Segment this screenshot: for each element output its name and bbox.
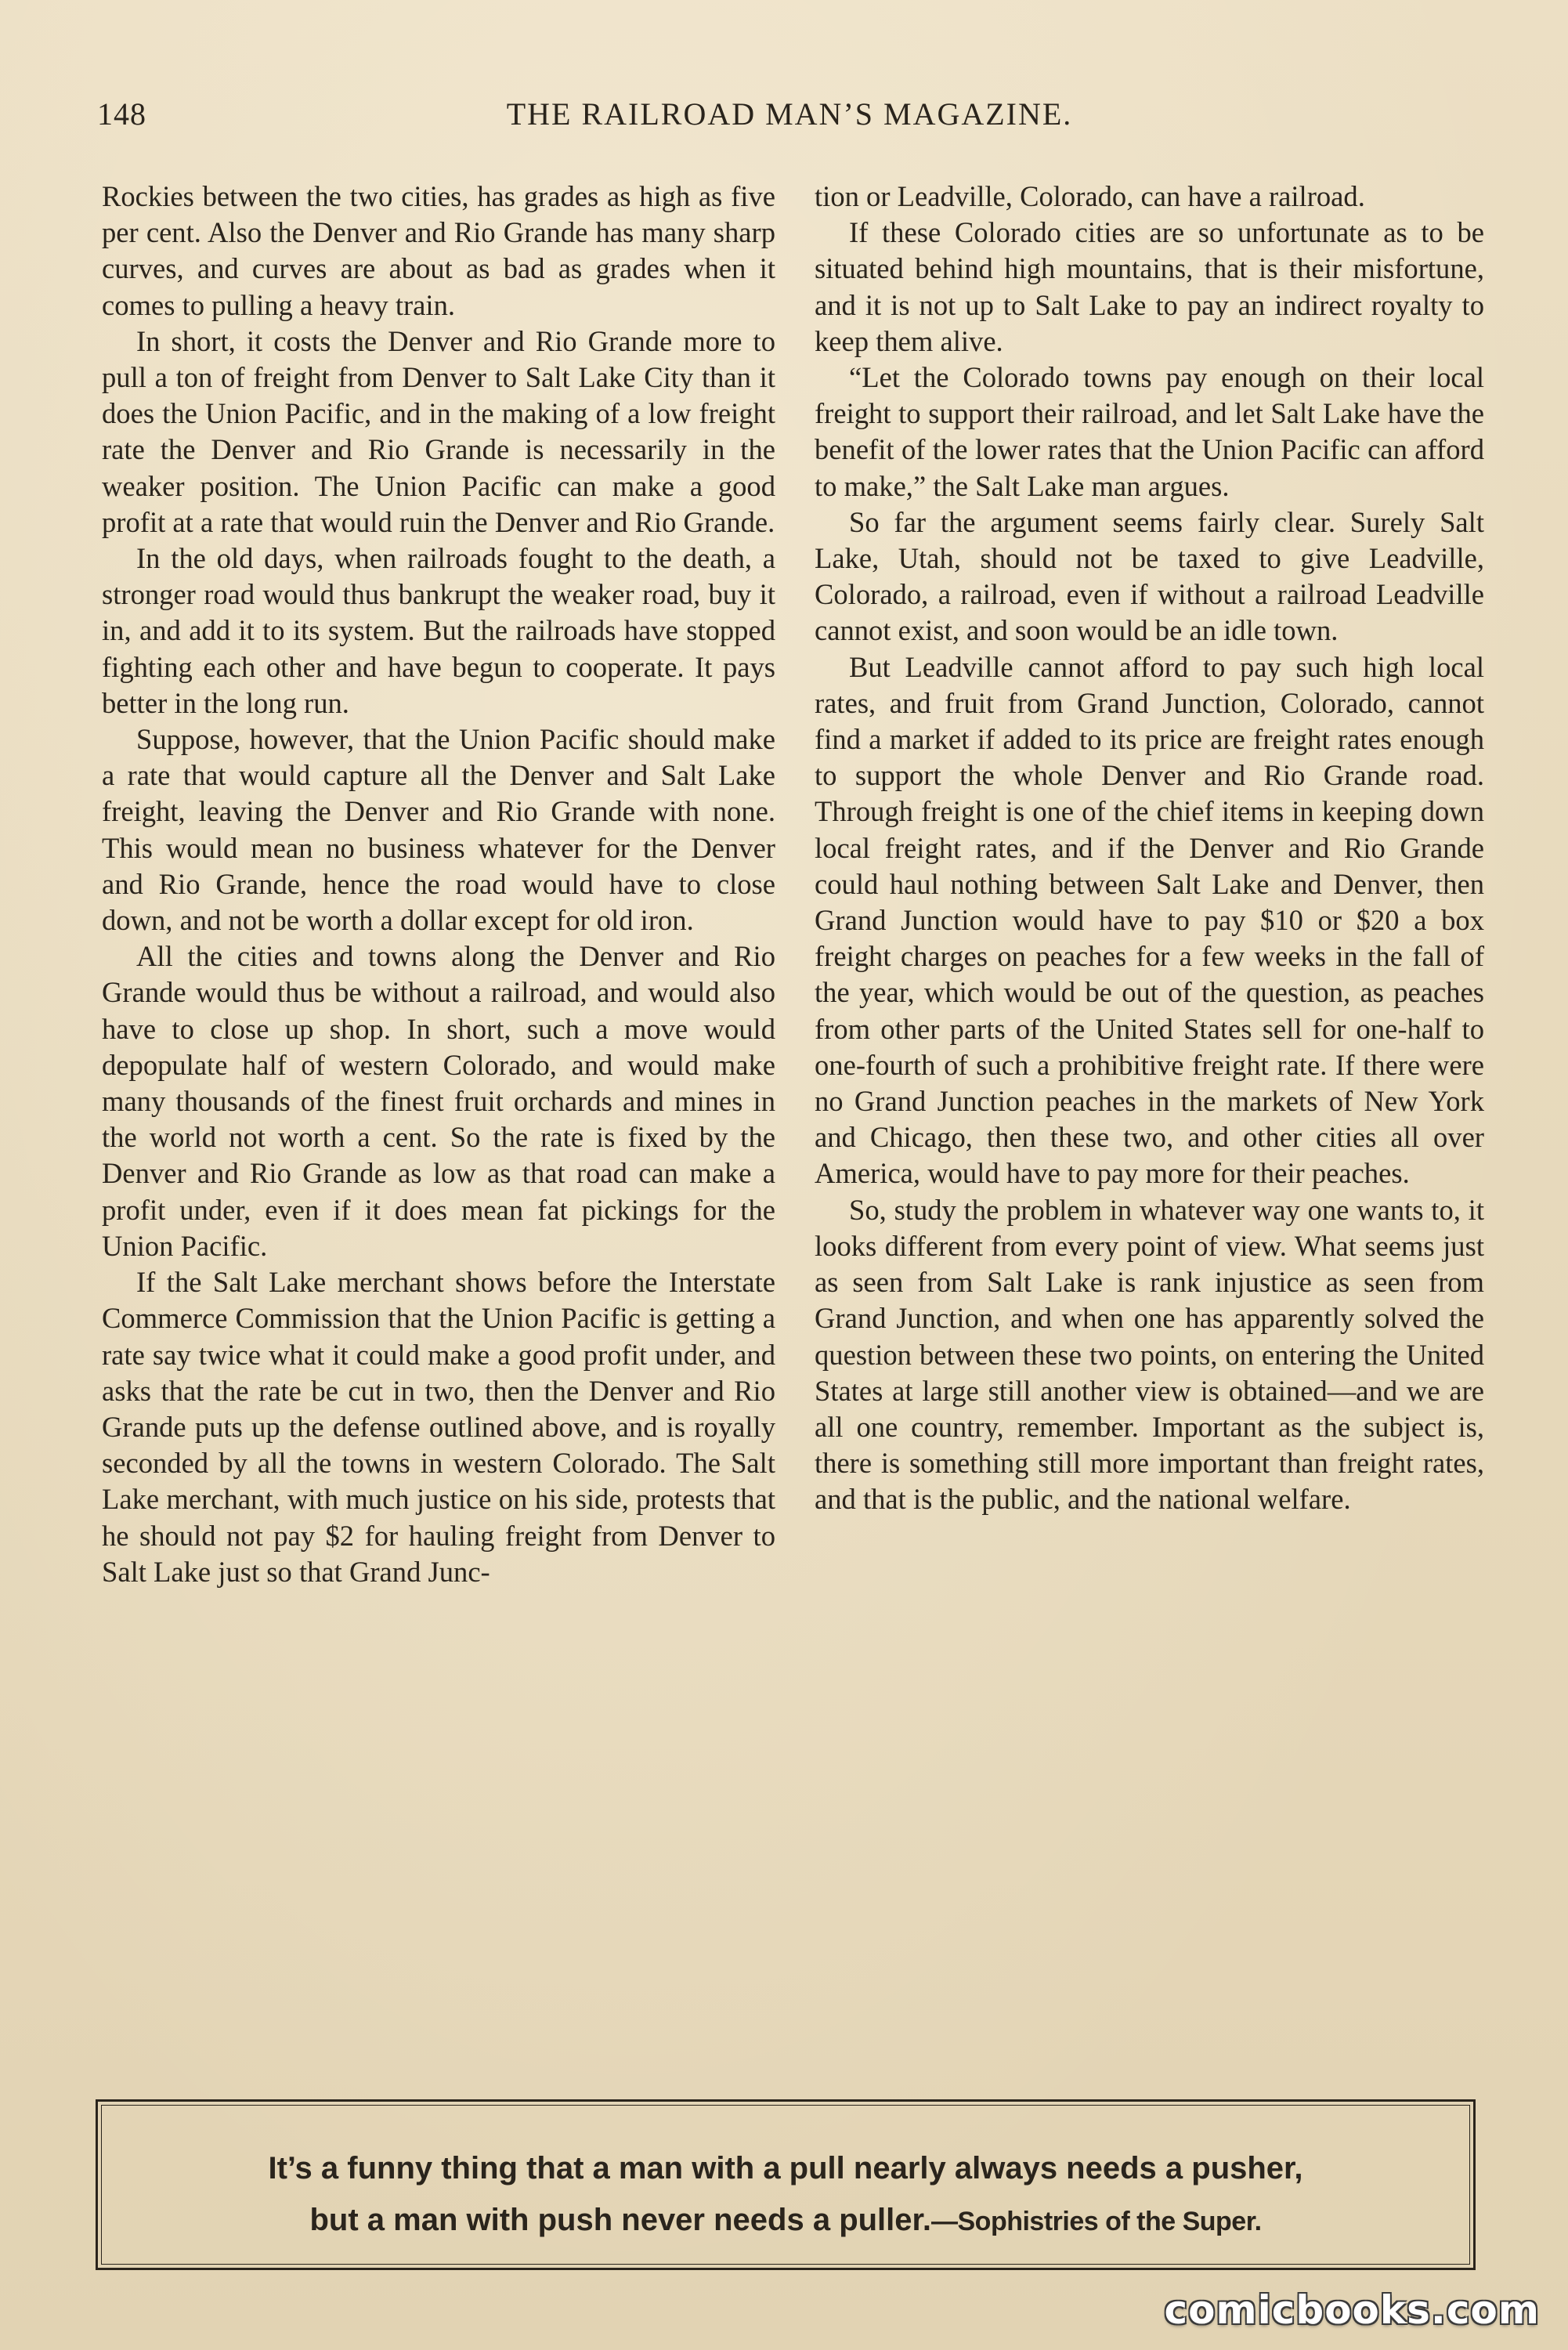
paragraph: But Leadville cannot afford to pay such high local rates, and fruit from Grand Junction, Colorado, cannot find a market if added to its price are freight rates enough to support the whole Denver and Rio Grande road. Through freight is one of the chief items in keeping down local freight rates, and if the Denver and Rio Grande could haul nothing between Salt Lake and Denver, then Grand Junction would have to pay $10 or $20 a box freight charges on peaches for a few weeks in the fall of the year, which would be out of the question, as peaches from other parts of the United States sell for one-half to one-fourth of such a prohibitive freight rate. If there were no Grand Junction peaches in the markets of New York and Chicago, then these two, and other cities all over America, would have to pay more for their peaches. [815,650,1484,1190]
right-column [815,179,1484,1518]
quote-box [96,2099,1476,2270]
watermark-logo: comicbooks.com [1164,2287,1540,2333]
page-header [97,96,1482,143]
quote-text [98,2142,1473,2247]
quote-line-1: It’s a funny thing that a man with a pull nearly always needs a pusher, [268,2151,1303,2186]
paragraph: Rockies between the two cities, has grades as high as five per cent. Also the Denver and Rio Grande has many sharp curves, and curves are about as bad as grades when it comes to pulling a heavy train. [102,180,775,321]
quote-attribution: —Sophistries of the Super. [931,2207,1262,2236]
paragraph: All the cities and towns along the Denver and Rio Grande would thus be without a railroad, and would also have to close up shop. In short, such a move would depopulate half of western Colorado, and would make many thousands of the finest fruit orchards and mines in the world not worth a cent. So the rate is fixed by the Denver and Rio Grande as low as that road can make a profit under, even if it does mean fat pickings for the Union Pacific. [102,940,775,1262]
paragraph: “Let the Colorado towns pay enough on their local freight to support their railroad, and let Salt Lake have the benefit of the lower rates that the Union Pacific can afford to make,” the Salt Lake man argues. [815,361,1484,502]
running-title: THE RAILROAD MAN’S MAGAZINE. [506,96,1073,132]
left-column [102,179,775,1590]
page-number: 148 [97,96,146,132]
quote-line-2 [98,2194,1473,2247]
paragraph: If these Colorado cities are so unfortunate as to be situated behind high mountains, that is their misfortune, and it is not up to Salt Lake to pay an indirect royalty to keep them alive. [815,216,1484,357]
paragraph: tion or Leadville, Colorado, can have a railroad. [815,180,1365,212]
paragraph: In short, it costs the Denver and Rio Grande more to pull a ton of freight from Denver to Salt Lake City than it does the Union Pacific, and in the making of a low freight rate the Denver and Rio Grande is necessarily in the weaker position. The Union Pacific can make a good profit at a rate that would ruin the Denver and Rio Grande. [102,324,775,538]
paragraph: If the Salt Lake merchant shows before the Interstate Commerce Commission that the Union Pacific is getting a rate say twice what it could make a good profit under, and asks that the rate be cut in two, then the Denver and Rio Grande puts up the defense outlined above, and is royally seconded by all the towns in western Colorado. The Salt Lake merchant, with much justice on his side, protests that he should not pay $2 for hauling freight from Denver to Salt Lake just so that Grand Junc- [102,1266,775,1588]
paragraph: So, study the problem in whatever way one wants to, it looks different from every point of view. What seems just as seen from Salt Lake is rank injustice as seen from Grand Junction, and when one has apparently solved the question between these two points, on entering the United States at large still another view is obtained—and we are all one country, remember. Important as the subject is, there is something still more important than freight rates, and that is the public, and the national welfare. [815,1193,1484,1516]
paragraph: Suppose, however, that the Union Pacific should make a rate that would capture all the Denver and Salt Lake freight, leaving the Denver and Rio Grande with none. This would mean no business whatever for the Denver and Rio Grande, hence the road would have to close down, and not be worth a dollar except for old iron. [102,723,775,937]
paragraph: So far the argument seems fairly clear. Surely Salt Lake, Utah, should not be taxed to give Leadville, Colorado, a railroad, even if without a railroad Leadville cannot exist, and soon would be an idle town. [815,505,1484,647]
quote-line-2-text: but a man with push never needs a puller. [309,2203,931,2237]
paragraph: In the old days, when railroads fought to the death, a stronger road would thus bankrupt the weaker road, buy it in, and add it to its system. But the railroads have stopped fighting each other and have begun to cooperate. It pays better in the long run. [102,542,775,719]
